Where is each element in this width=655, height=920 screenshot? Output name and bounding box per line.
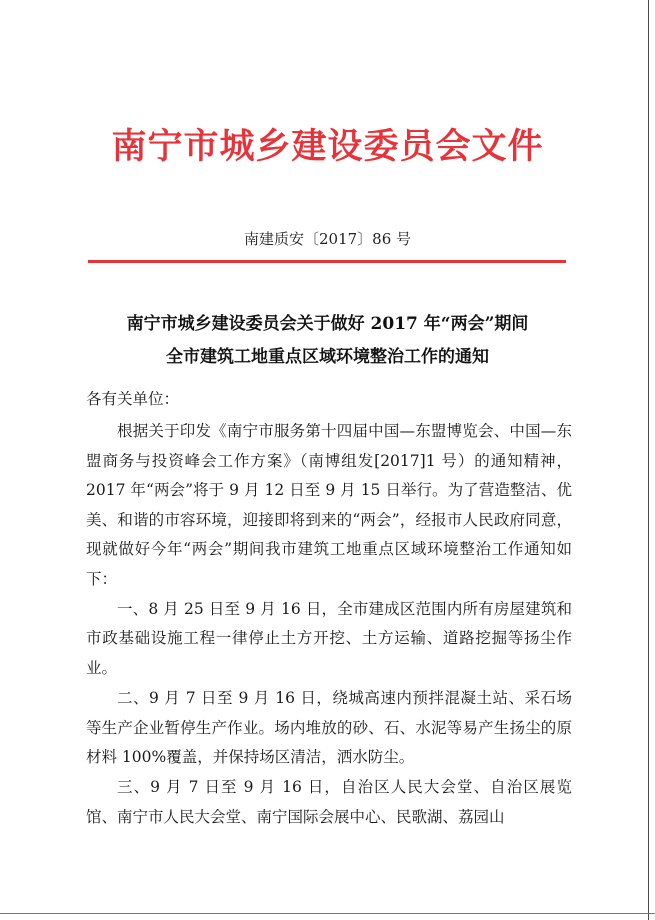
salutation: 各有关单位： [86, 390, 180, 408]
paragraph-item-2: 二、9 月 7 日至 9 月 16 日，绕城高速内预拌混凝土站、采石场等生产企业暂停生产作业。场内堆放的砂、石、水泥等易产生扬尘的原材料 100%覆盖，并保持场区清洁，洒水防尘。 [86, 688, 572, 767]
document-number: 南建质安〔2017〕86 号 [243, 230, 412, 248]
scan-edge-right [648, 0, 649, 920]
document-header-title: 南宁市城乡建设委员会文件 [111, 126, 544, 167]
scan-edge-bottom [0, 913, 655, 914]
notice-title-line-1: 南宁市城乡建设委员会关于做好 2017 年“两会”期间 [126, 314, 529, 334]
paragraph-item-3: 三、9 月 7 日至 9 月 16 日，自治区人民大会堂、自治区展览馆、南宁市人民大会堂、南宁国际会展中心、民歌湖、荔园山 [86, 778, 572, 826]
paragraph-intro: 根据关于印发《南宁市服务第十四届中国—东盟博览会、中国—东盟商务与投资峰会工作方案》（南博组发[2017]1 号）的通知精神，2017 年“两会”将于 9 月 12 日至 9 月 15 日举行。为了营造整洁、优美、和谐的市容环境，迎接即将到来的“两会”，经报市人民政府同意，现就做好今年“两会”期间我市建筑工地重点区域环境整治工作通知如下： [86, 422, 572, 588]
red-divider-line [88, 260, 566, 263]
paragraph-item-1: 一、8 月 25 日至 9 月 16 日，全市建成区范围内所有房屋建筑和市政基础设施工程一律停止土方开挖、土方运输、道路挖掘等扬尘作业。 [86, 599, 572, 678]
notice-title-line-2: 全市建筑工地重点区域环境整治工作的通知 [166, 347, 489, 367]
notice-title [0, 308, 655, 374]
body-text [86, 417, 572, 832]
